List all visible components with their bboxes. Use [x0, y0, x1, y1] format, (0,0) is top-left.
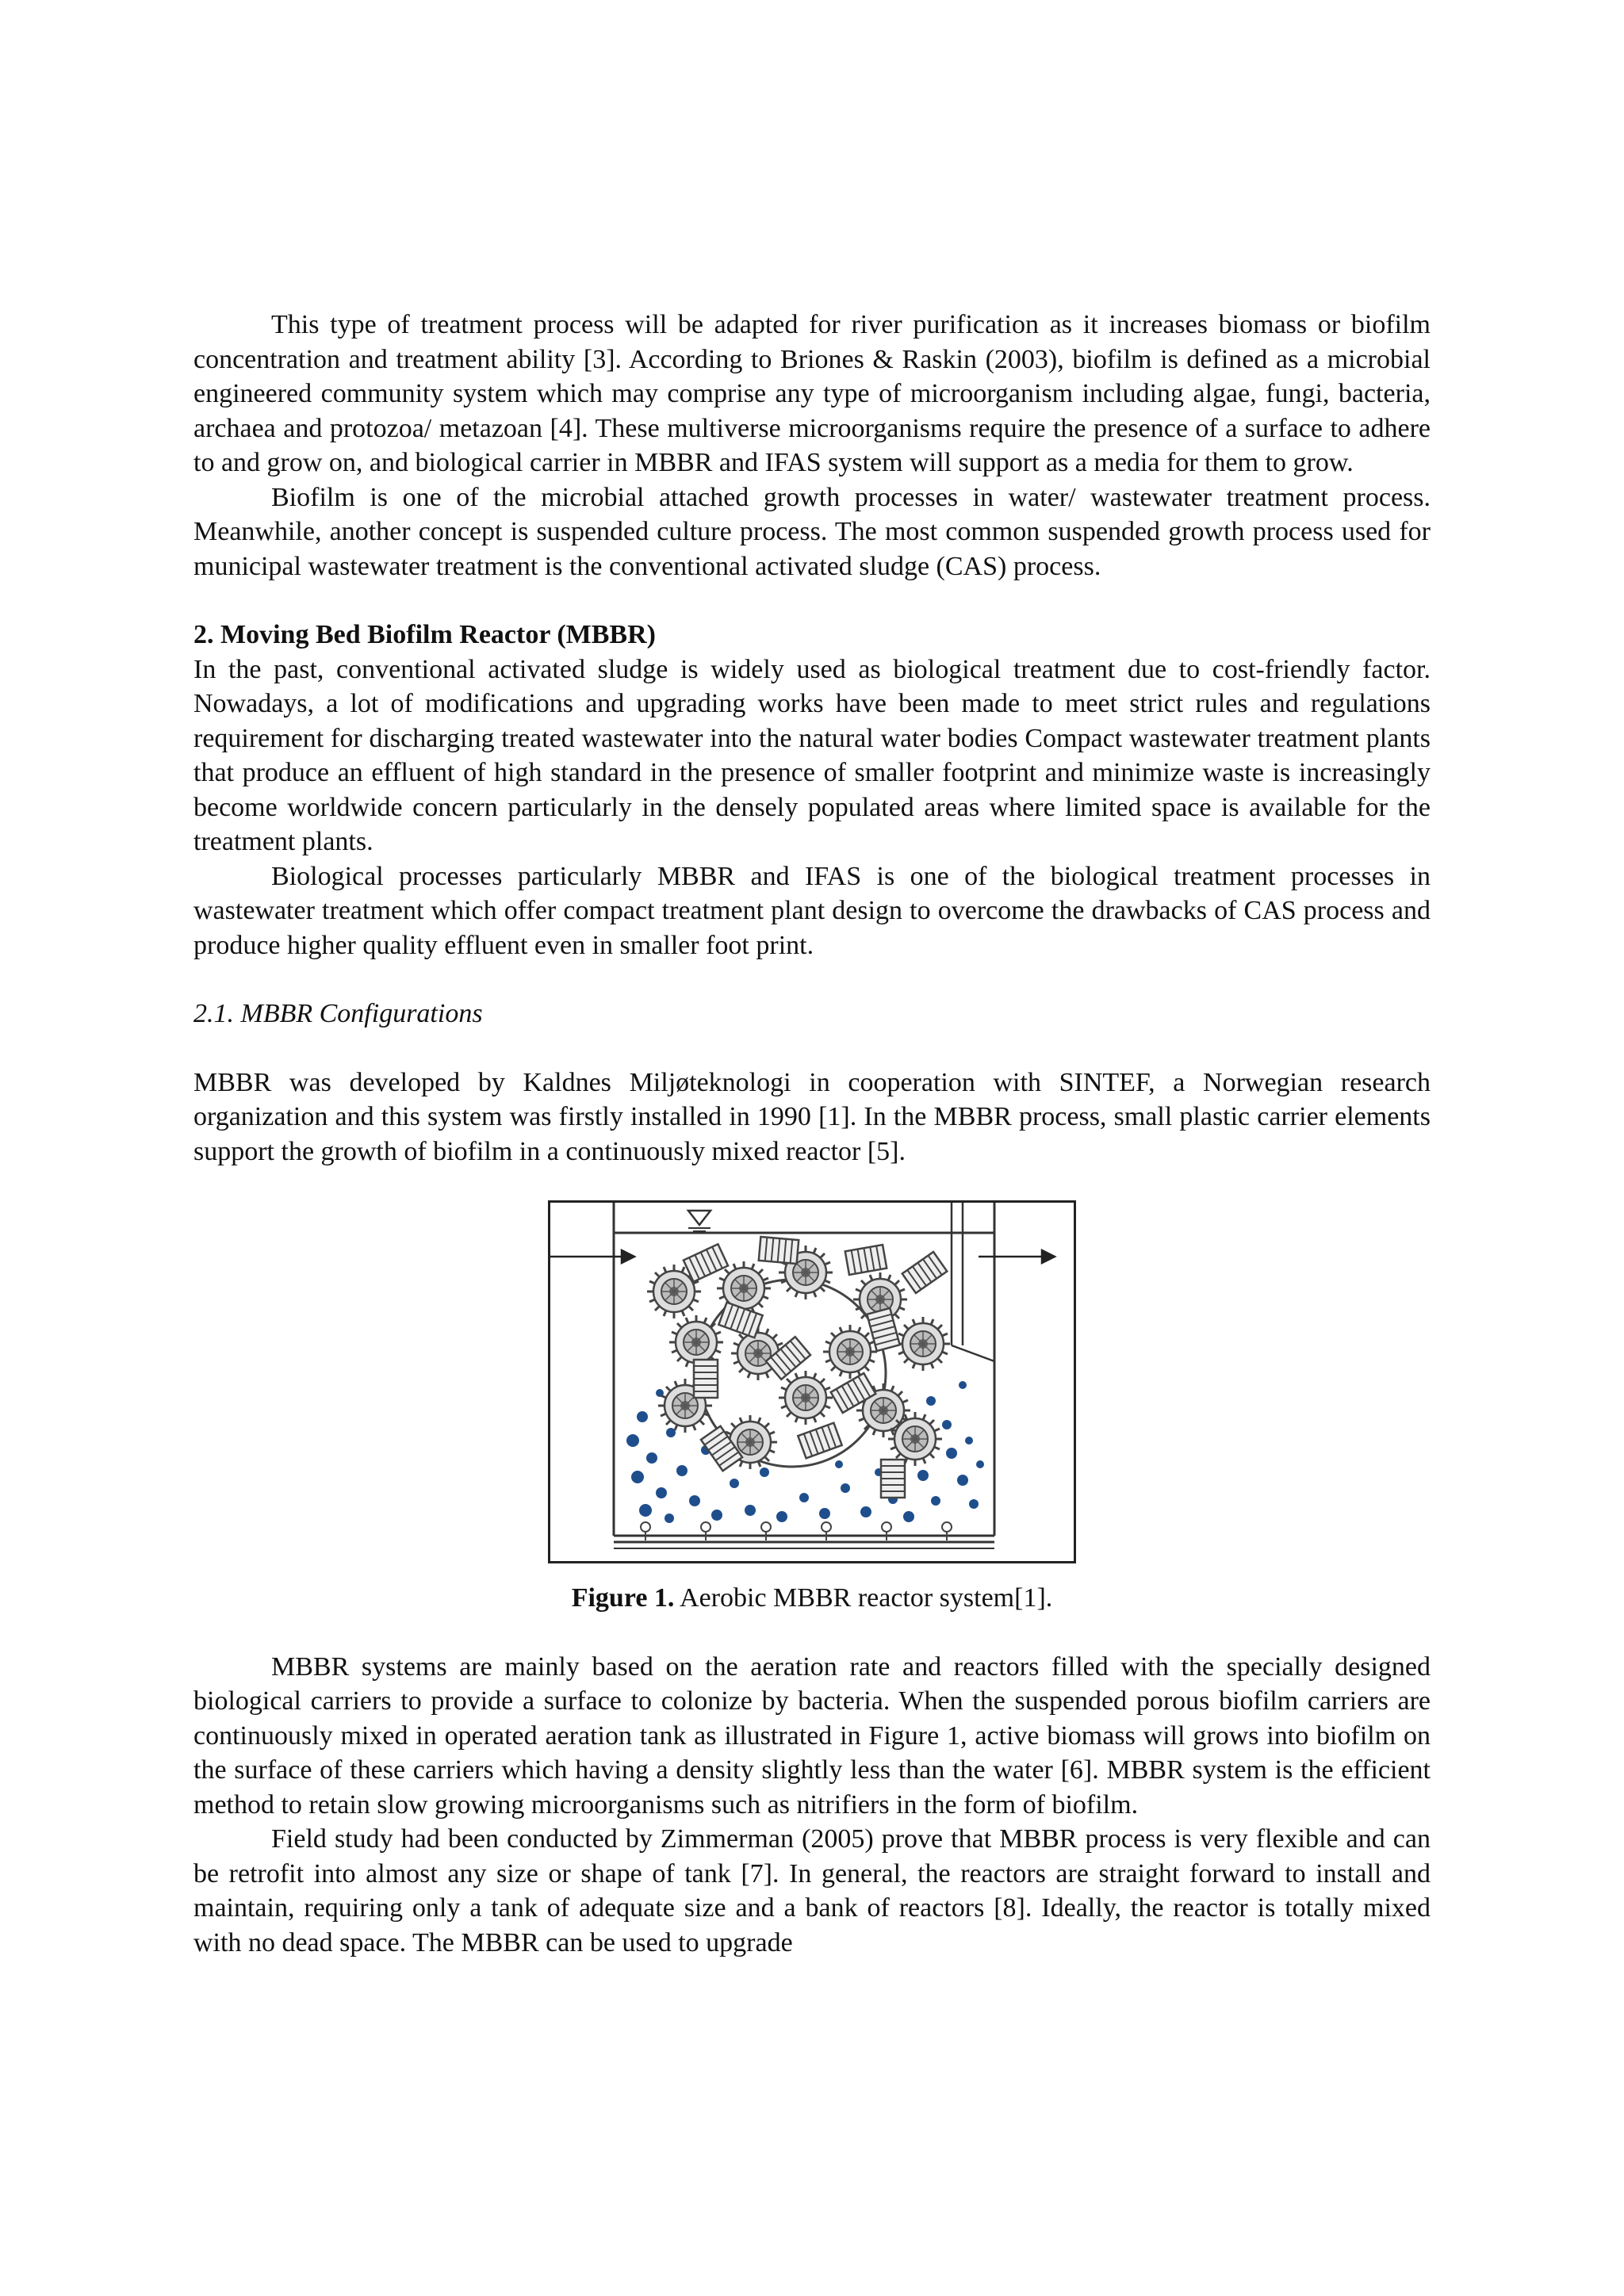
paragraph-2: Biofilm is one of the microbial attached growth processes in water/ wastewater treatment process. Meanwhile, another concept is suspended culture process. The most common suspended growth process used for municipal wastewater treatment is the conventional activated sludge (CAS) process.	[193, 482, 1431, 581]
spacer	[193, 1616, 1431, 1650]
figure-container	[193, 1200, 1431, 1563]
paragraph-5: MBBR was developed by Kaldnes Miljøteknologi in cooperation with SINTEF, a Norwegian research organization and this system was firstly installed in 1990 [1]. In the MBBR process, small plastic carrier elements support the growth of biofilm in a continuously mixed reactor [5].	[193, 1067, 1431, 1166]
paragraph-6: MBBR systems are mainly based on the aeration rate and reactors filled with the specially designed biological carriers to provide a surface to colonize by bacteria. When the suspended porous biofilm carriers are continuously mixed in operated aeration tank as illustrated in Figure 1, active biomass will grows into biofilm on the surface of these carriers which having a density slightly less than the water [6]. MBBR system is the efficient method to retain slow growing microorganisms such as nitrifiers in the form of biofilm.	[193, 1651, 1431, 1820]
spacer	[193, 584, 1431, 618]
outlet-sieve	[952, 1203, 994, 1361]
paragraph-7: Field study had been conducted by Zimmerman (2005) prove that MBBR process is very flexible and can be retrofit into almost any size or shape of tank [7]. In general, the reactors are straight forward to install and maintain, requiring only a tank of adequate size and a bank of reactors [8]. Ideally, the reactor is totally mixed with no dead space. The MBBR can be used to upgrade	[193, 1824, 1431, 1957]
subsection-heading-configurations: 2.1. MBBR Configurations	[193, 999, 483, 1028]
paragraph-3: In the past, conventional activated sludge is widely used as biological treatment due to cost-friendly factor. Nowadays, a lot of modifications and upgrading works have been made to meet strict rules and regulations requirement for discharging treated wastewater into the natural water bodies Compact wastewater treatment plants that produce an effluent of high standard in the presence of smaller footprint and minimize waste is increasingly become worldwide concern particularly in the densely populated areas where limited space is available for the treatment plants.	[193, 654, 1431, 856]
spacer	[193, 1031, 1431, 1066]
figure-label: Figure 1.	[571, 1583, 675, 1613]
water-level-icon	[688, 1211, 710, 1231]
figure-mbbr-reactor	[548, 1200, 1076, 1563]
inlet-arrow-icon	[550, 1250, 634, 1263]
page-content	[193, 308, 1431, 1960]
figure-caption-text: Aerobic MBBR reactor system[1].	[674, 1583, 1053, 1613]
spacer	[193, 962, 1431, 997]
paragraph-1: This type of treatment process will be adapted for river purification as it increases biomass or biofilm concentration and treatment ability [3]. According to Briones & Raskin (2003), biofilm is defined as a microbial engineered community system which may comprise any type of microorganism including algae, fungi, bacteria, archaea and protozoa/ metazoan [4]. These multiverse microorganisms require the presence of a surface to adhere to and grow on, and biological carrier in MBBR and IFAS system will support as a media for them to grow.	[193, 310, 1431, 477]
section-heading-mbbr: 2. Moving Bed Biofilm Reactor (MBBR)	[193, 620, 656, 649]
figure-caption	[193, 1581, 1431, 1616]
outlet-arrow-icon	[979, 1250, 1055, 1263]
paragraph-4: Biological processes particularly MBBR and IFAS is one of the biological treatment processes in wastewater treatment which offer compact treatment plant design to overcome the drawbacks of CAS process and produce higher quality effluent even in smaller foot print.	[193, 861, 1431, 960]
mbbr-reactor-diagram	[550, 1203, 1074, 1561]
